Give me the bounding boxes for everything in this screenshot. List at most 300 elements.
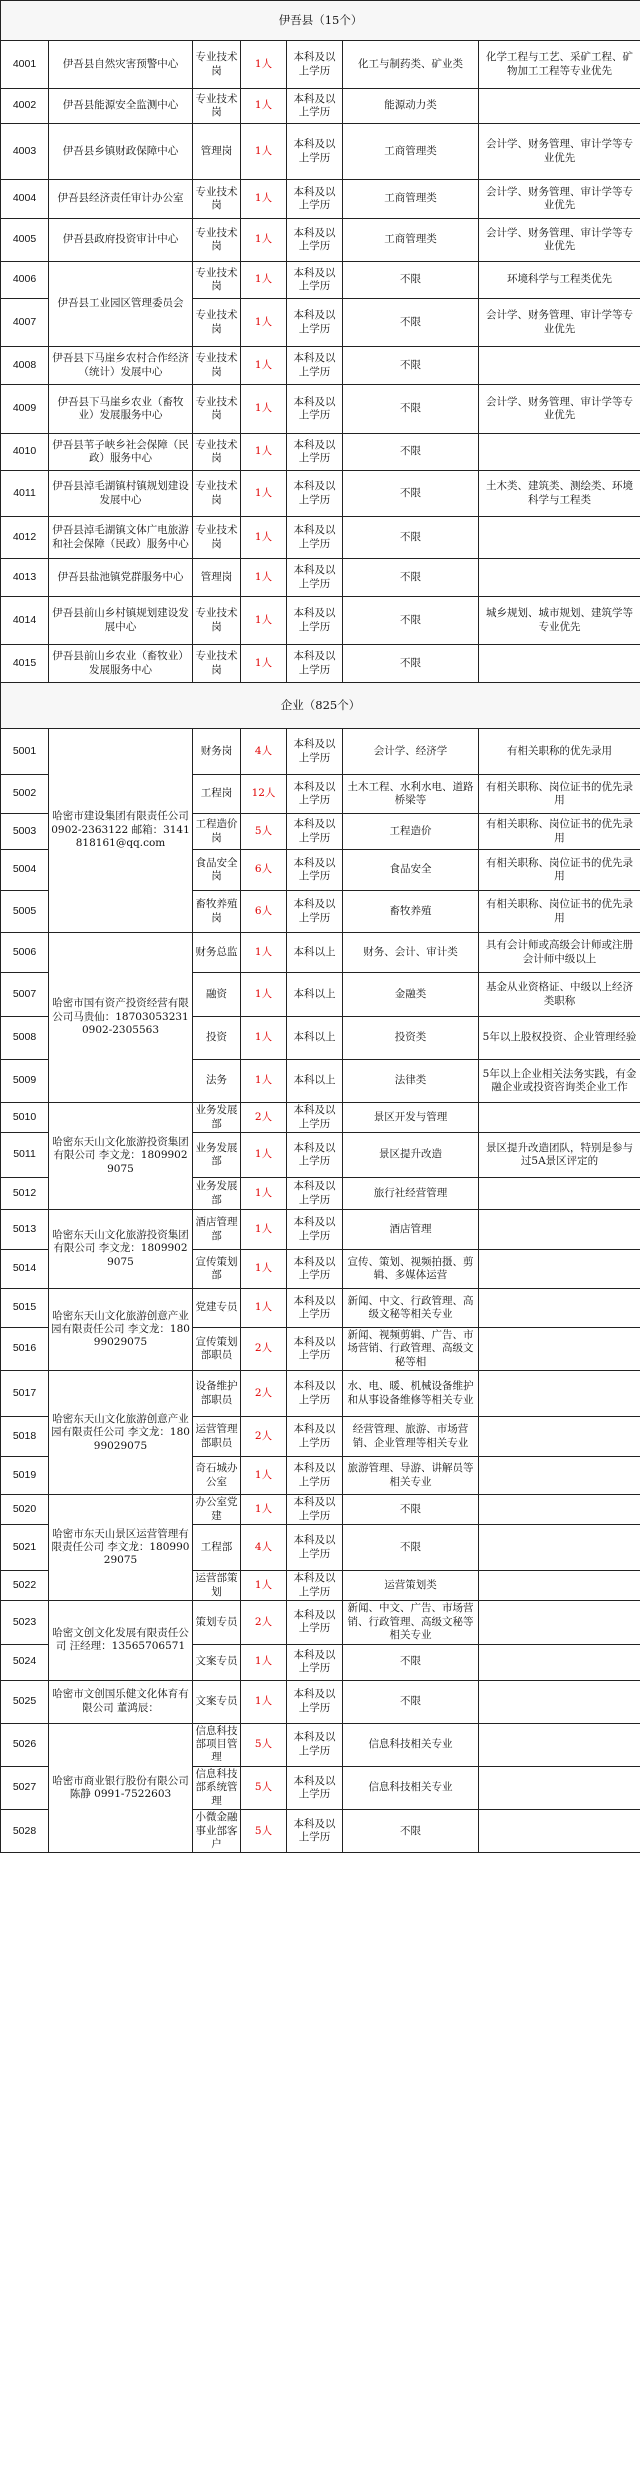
position-code: 4004 xyxy=(1,180,49,219)
major-requirement: 不限 xyxy=(343,645,479,683)
position-code: 5008 xyxy=(1,1017,49,1060)
position-type: 财务总监 xyxy=(193,933,241,973)
position-type: 融资 xyxy=(193,973,241,1017)
table-row xyxy=(1,1495,640,1525)
major-requirement: 运营策划类 xyxy=(343,1571,479,1601)
employer-name: 伊吾县前山乡农业（畜牧业）发展服务中心 xyxy=(49,645,193,683)
major-requirement: 宣传、策划、视频拍摄、剪辑、多媒体运营 xyxy=(343,1250,479,1289)
headcount: 1人 xyxy=(241,1680,287,1723)
position-type: 文案专员 xyxy=(193,1644,241,1680)
other-requirement xyxy=(479,1289,640,1328)
position-type: 小微金融事业部客户 xyxy=(193,1810,241,1853)
major-requirement: 财务、会计、审计类 xyxy=(343,933,479,973)
education-requirement: 本科及以上学历 xyxy=(287,1133,343,1178)
other-requirement: 环境科学与工程类优先 xyxy=(479,262,640,299)
other-requirement: 会计学、财务管理、审计学等专业优先 xyxy=(479,385,640,434)
education-requirement: 本科及以上学历 xyxy=(287,645,343,683)
position-code: 4001 xyxy=(1,41,49,89)
position-type: 工程造价岗 xyxy=(193,814,241,850)
employer-name: 伊吾县乡镇财政保障中心 xyxy=(49,124,193,180)
other-requirement xyxy=(479,1525,640,1571)
headcount: 1人 xyxy=(241,219,287,262)
position-type: 业务发展部 xyxy=(193,1133,241,1178)
table-row xyxy=(1,1680,640,1723)
section-title: 企业（825个） xyxy=(1,683,640,729)
table-row xyxy=(1,89,640,124)
other-requirement: 有相关职称、岗位证书的优先录用 xyxy=(479,850,640,891)
position-type: 专业技术岗 xyxy=(193,471,241,517)
position-type: 奇石城办公室 xyxy=(193,1457,241,1495)
other-requirement: 会计学、财务管理、审计学等专业优先 xyxy=(479,124,640,180)
other-requirement xyxy=(479,1328,640,1371)
headcount: 1人 xyxy=(241,1571,287,1601)
major-requirement: 不限 xyxy=(343,299,479,347)
headcount: 1人 xyxy=(241,1060,287,1103)
position-code: 5018 xyxy=(1,1417,49,1457)
education-requirement: 本科及以上学历 xyxy=(287,1210,343,1250)
employer-name: 伊吾县下马崖乡农业（畜牧业）发展服务中心 xyxy=(49,385,193,434)
position-type: 专业技术岗 xyxy=(193,385,241,434)
headcount: 1人 xyxy=(241,1133,287,1178)
headcount: 1人 xyxy=(241,645,287,683)
other-requirement: 基金从业资格证、中级以上经济类职称 xyxy=(479,973,640,1017)
position-code: 5022 xyxy=(1,1571,49,1601)
other-requirement xyxy=(479,559,640,597)
employer-name: 伊吾县政府投资审计中心 xyxy=(49,219,193,262)
position-type: 工程岗 xyxy=(193,775,241,814)
position-type: 专业技术岗 xyxy=(193,219,241,262)
table-row xyxy=(1,1601,640,1644)
education-requirement: 本科及以上学历 xyxy=(287,1766,343,1809)
major-requirement: 旅游管理、导游、讲解员等相关专业 xyxy=(343,1457,479,1495)
other-requirement xyxy=(479,1417,640,1457)
position-type: 专业技术岗 xyxy=(193,434,241,471)
headcount: 1人 xyxy=(241,385,287,434)
headcount: 1人 xyxy=(241,347,287,385)
major-requirement: 能源动力类 xyxy=(343,89,479,124)
other-requirement xyxy=(479,1644,640,1680)
table-row xyxy=(1,385,640,434)
position-type: 法务 xyxy=(193,1060,241,1103)
position-code: 4009 xyxy=(1,385,49,434)
education-requirement: 本科及以上学历 xyxy=(287,1601,343,1644)
other-requirement: 土木类、建筑类、测绘类、环境科学与工程类 xyxy=(479,471,640,517)
position-code: 5004 xyxy=(1,850,49,891)
education-requirement: 本科及以上学历 xyxy=(287,517,343,559)
employer-name: 哈密东天山文化旅游创意产业园有限责任公司 李文龙：18099029075 xyxy=(49,1289,193,1371)
major-requirement: 新闻、中文、行政管理、高级文秘等相关专业 xyxy=(343,1289,479,1328)
section-title: 伊吾县（15个） xyxy=(1,1,640,41)
headcount: 1人 xyxy=(241,124,287,180)
major-requirement: 新闻、中文、广告、市场营销、行政管理、高级文秘等相关专业 xyxy=(343,1601,479,1644)
position-type: 信息科技部项目管理 xyxy=(193,1723,241,1766)
employer-name: 哈密市商业银行股份有限公司 陈静 0991-7522603 xyxy=(49,1723,193,1853)
other-requirement: 会计学、财务管理、审计学等专业优先 xyxy=(479,299,640,347)
major-requirement: 信息科技相关专业 xyxy=(343,1766,479,1809)
table-row xyxy=(1,1103,640,1133)
education-requirement: 本科及以上学历 xyxy=(287,1680,343,1723)
headcount: 1人 xyxy=(241,1495,287,1525)
position-code: 5021 xyxy=(1,1525,49,1571)
position-code: 4012 xyxy=(1,517,49,559)
education-requirement: 本科及以上学历 xyxy=(287,299,343,347)
education-requirement: 本科及以上学历 xyxy=(287,850,343,891)
section-header-row xyxy=(1,683,640,729)
education-requirement: 本科及以上学历 xyxy=(287,1417,343,1457)
position-code: 5023 xyxy=(1,1601,49,1644)
headcount: 1人 xyxy=(241,434,287,471)
major-requirement: 旅行社经营管理 xyxy=(343,1178,479,1210)
position-type: 宣传策划部 xyxy=(193,1250,241,1289)
position-type: 策划专员 xyxy=(193,1601,241,1644)
major-requirement: 工商管理类 xyxy=(343,180,479,219)
table-row xyxy=(1,729,640,775)
position-code: 5016 xyxy=(1,1328,49,1371)
position-type: 工程部 xyxy=(193,1525,241,1571)
education-requirement: 本科以上 xyxy=(287,933,343,973)
education-requirement: 本科及以上学历 xyxy=(287,597,343,645)
employer-name: 伊吾县能源安全监测中心 xyxy=(49,89,193,124)
headcount: 1人 xyxy=(241,973,287,1017)
table-row xyxy=(1,434,640,471)
headcount: 1人 xyxy=(241,180,287,219)
position-type: 运营部策划 xyxy=(193,1571,241,1601)
other-requirement xyxy=(479,1810,640,1853)
other-requirement xyxy=(479,1210,640,1250)
other-requirement xyxy=(479,1680,640,1723)
employer-name: 伊吾县淖毛湖镇村镇规划建设发展中心 xyxy=(49,471,193,517)
employer-name: 哈密市东天山景区运营管理有限责任公司 李文龙：18099029075 xyxy=(49,1495,193,1601)
position-code: 5001 xyxy=(1,729,49,775)
position-code: 4010 xyxy=(1,434,49,471)
major-requirement: 不限 xyxy=(343,1525,479,1571)
position-code: 5025 xyxy=(1,1680,49,1723)
headcount: 6人 xyxy=(241,891,287,933)
position-type: 业务发展部 xyxy=(193,1178,241,1210)
major-requirement: 法律类 xyxy=(343,1060,479,1103)
position-code: 5017 xyxy=(1,1371,49,1417)
position-code: 5026 xyxy=(1,1723,49,1766)
position-type: 专业技术岗 xyxy=(193,41,241,89)
table-row xyxy=(1,597,640,645)
major-requirement: 工程造价 xyxy=(343,814,479,850)
table-row xyxy=(1,471,640,517)
major-requirement: 不限 xyxy=(343,1644,479,1680)
other-requirement xyxy=(479,1103,640,1133)
position-type: 专业技术岗 xyxy=(193,180,241,219)
other-requirement: 城乡规划、城市规划、建筑学等专业优先 xyxy=(479,597,640,645)
major-requirement: 水、电、暖、机械设备维护和从事设备维修等相关专业 xyxy=(343,1371,479,1417)
employer-name: 哈密东天山文化旅游创意产业园有限责任公司 李文龙：18099029075 xyxy=(49,1371,193,1495)
headcount: 5人 xyxy=(241,1810,287,1853)
table-row xyxy=(1,180,640,219)
position-code: 4005 xyxy=(1,219,49,262)
other-requirement xyxy=(479,1250,640,1289)
position-type: 管理岗 xyxy=(193,124,241,180)
other-requirement xyxy=(479,1178,640,1210)
other-requirement xyxy=(479,1457,640,1495)
education-requirement: 本科及以上学历 xyxy=(287,729,343,775)
headcount: 1人 xyxy=(241,89,287,124)
employer-name: 伊吾县淖毛湖镇文体广电旅游和社会保障（民政）服务中心 xyxy=(49,517,193,559)
position-code: 5003 xyxy=(1,814,49,850)
education-requirement: 本科及以上学历 xyxy=(287,1178,343,1210)
headcount: 1人 xyxy=(241,1289,287,1328)
other-requirement xyxy=(479,517,640,559)
headcount: 1人 xyxy=(241,262,287,299)
position-code: 5011 xyxy=(1,1133,49,1178)
position-type: 管理岗 xyxy=(193,559,241,597)
headcount: 1人 xyxy=(241,1250,287,1289)
major-requirement: 不限 xyxy=(343,262,479,299)
other-requirement xyxy=(479,347,640,385)
position-type: 畜牧养殖岗 xyxy=(193,891,241,933)
employer-name: 哈密市建设集团有限责任公司 0902-2363122 邮箱：3141818161@qq.com xyxy=(49,729,193,933)
education-requirement: 本科及以上学历 xyxy=(287,1328,343,1371)
position-code: 5002 xyxy=(1,775,49,814)
education-requirement: 本科及以上学历 xyxy=(287,41,343,89)
other-requirement: 5年以上企业相关法务实践，有金融企业或投资咨询类企业工作 xyxy=(479,1060,640,1103)
major-requirement: 投资类 xyxy=(343,1017,479,1060)
major-requirement: 新闻、视频剪辑、广告、市场营销、行政管理、高级文秘等相 xyxy=(343,1328,479,1371)
headcount: 12人 xyxy=(241,775,287,814)
position-code: 5007 xyxy=(1,973,49,1017)
table-row xyxy=(1,1371,640,1417)
other-requirement xyxy=(479,1495,640,1525)
other-requirement: 会计学、财务管理、审计学等专业优先 xyxy=(479,180,640,219)
position-type: 运营管理部职员 xyxy=(193,1417,241,1457)
other-requirement xyxy=(479,1601,640,1644)
other-requirement: 5年以上股权投资、企业管理经验 xyxy=(479,1017,640,1060)
headcount: 1人 xyxy=(241,1178,287,1210)
headcount: 1人 xyxy=(241,933,287,973)
education-requirement: 本科及以上学历 xyxy=(287,814,343,850)
major-requirement: 不限 xyxy=(343,559,479,597)
major-requirement: 不限 xyxy=(343,517,479,559)
table-row xyxy=(1,41,640,89)
major-requirement: 土木工程、水利水电、道路桥梁等 xyxy=(343,775,479,814)
major-requirement: 不限 xyxy=(343,385,479,434)
major-requirement: 经营管理、旅游、市场营销、企业管理等相关专业 xyxy=(343,1417,479,1457)
major-requirement: 金融类 xyxy=(343,973,479,1017)
education-requirement: 本科及以上学历 xyxy=(287,471,343,517)
position-type: 专业技术岗 xyxy=(193,299,241,347)
table-row xyxy=(1,559,640,597)
position-code: 4003 xyxy=(1,124,49,180)
other-requirement xyxy=(479,1371,640,1417)
major-requirement: 畜牧养殖 xyxy=(343,891,479,933)
other-requirement xyxy=(479,1766,640,1809)
headcount: 5人 xyxy=(241,1723,287,1766)
position-code: 4011 xyxy=(1,471,49,517)
position-code: 4008 xyxy=(1,347,49,385)
education-requirement: 本科以上 xyxy=(287,1060,343,1103)
position-code: 5010 xyxy=(1,1103,49,1133)
major-requirement: 工商管理类 xyxy=(343,124,479,180)
position-type: 专业技术岗 xyxy=(193,597,241,645)
table-row xyxy=(1,1289,640,1328)
position-code: 5013 xyxy=(1,1210,49,1250)
education-requirement: 本科及以上学历 xyxy=(287,1723,343,1766)
major-requirement: 不限 xyxy=(343,1810,479,1853)
major-requirement: 不限 xyxy=(343,471,479,517)
headcount: 4人 xyxy=(241,1525,287,1571)
employer-name: 伊吾县盐池镇党群服务中心 xyxy=(49,559,193,597)
other-requirement: 有相关职称、岗位证书的优先录用 xyxy=(479,891,640,933)
position-code: 5006 xyxy=(1,933,49,973)
other-requirement xyxy=(479,645,640,683)
position-code: 5027 xyxy=(1,1766,49,1809)
education-requirement: 本科及以上学历 xyxy=(287,1571,343,1601)
major-requirement: 不限 xyxy=(343,1495,479,1525)
other-requirement: 有相关职称的优先录用 xyxy=(479,729,640,775)
headcount: 2人 xyxy=(241,1371,287,1417)
other-requirement xyxy=(479,1723,640,1766)
employer-name: 哈密市文创国乐健文化体育有限公司 董鸿辰： xyxy=(49,1680,193,1723)
major-requirement: 酒店管理 xyxy=(343,1210,479,1250)
headcount: 2人 xyxy=(241,1103,287,1133)
position-type: 办公室党建 xyxy=(193,1495,241,1525)
position-code: 5015 xyxy=(1,1289,49,1328)
other-requirement: 有相关职称、岗位证书的优先录用 xyxy=(479,814,640,850)
major-requirement: 食品安全 xyxy=(343,850,479,891)
position-code: 5012 xyxy=(1,1178,49,1210)
headcount: 6人 xyxy=(241,850,287,891)
employer-name: 伊吾县前山乡村镇规划建设发展中心 xyxy=(49,597,193,645)
position-code: 4015 xyxy=(1,645,49,683)
education-requirement: 本科及以上学历 xyxy=(287,89,343,124)
position-code: 5028 xyxy=(1,1810,49,1853)
employer-name: 哈密文创文化发展有限责任公司 汪经理：13565706571 xyxy=(49,1601,193,1680)
headcount: 5人 xyxy=(241,1766,287,1809)
position-type: 信息科技部系统管理 xyxy=(193,1766,241,1809)
position-type: 业务发展部 xyxy=(193,1103,241,1133)
major-requirement: 景区开发与管理 xyxy=(343,1103,479,1133)
headcount: 1人 xyxy=(241,597,287,645)
position-type: 食品安全岗 xyxy=(193,850,241,891)
education-requirement: 本科及以上学历 xyxy=(287,1371,343,1417)
other-requirement xyxy=(479,434,640,471)
employer-name: 伊吾县自然灾害预警中心 xyxy=(49,41,193,89)
position-code: 4007 xyxy=(1,299,49,347)
headcount: 1人 xyxy=(241,1457,287,1495)
employer-name: 哈密市国有资产投资经营有限公司马贵仙：18703053231 0902-2305563 xyxy=(49,933,193,1103)
education-requirement: 本科以上 xyxy=(287,973,343,1017)
education-requirement: 本科及以上学历 xyxy=(287,1289,343,1328)
employer-name: 哈密东天山文化旅游投资集团有限公司 李文龙：18099029075 xyxy=(49,1103,193,1210)
table-row xyxy=(1,645,640,683)
table-row xyxy=(1,933,640,973)
position-type: 文案专员 xyxy=(193,1680,241,1723)
education-requirement: 本科及以上学历 xyxy=(287,1525,343,1571)
employer-name: 伊吾县经济责任审计办公室 xyxy=(49,180,193,219)
table-row xyxy=(1,1210,640,1250)
education-requirement: 本科及以上学历 xyxy=(287,180,343,219)
other-requirement xyxy=(479,89,640,124)
education-requirement: 本科及以上学历 xyxy=(287,1457,343,1495)
headcount: 2人 xyxy=(241,1601,287,1644)
position-type: 设备维护部职员 xyxy=(193,1371,241,1417)
other-requirement: 具有会计师或高级会计师或注册会计师中级以上 xyxy=(479,933,640,973)
major-requirement: 景区提升改造 xyxy=(343,1133,479,1178)
table-row xyxy=(1,347,640,385)
position-type: 专业技术岗 xyxy=(193,645,241,683)
position-type: 宣传策划部职员 xyxy=(193,1328,241,1371)
position-type: 专业技术岗 xyxy=(193,89,241,124)
position-code: 5024 xyxy=(1,1644,49,1680)
headcount: 2人 xyxy=(241,1417,287,1457)
headcount: 2人 xyxy=(241,1328,287,1371)
education-requirement: 本科及以上学历 xyxy=(287,1644,343,1680)
education-requirement: 本科及以上学历 xyxy=(287,1103,343,1133)
education-requirement: 本科及以上学历 xyxy=(287,1495,343,1525)
other-requirement: 有相关职称、岗位证书的优先录用 xyxy=(479,775,640,814)
position-code: 5005 xyxy=(1,891,49,933)
position-type: 专业技术岗 xyxy=(193,517,241,559)
headcount: 4人 xyxy=(241,729,287,775)
education-requirement: 本科及以上学历 xyxy=(287,434,343,471)
position-code: 5009 xyxy=(1,1060,49,1103)
education-requirement: 本科及以上学历 xyxy=(287,559,343,597)
table-row xyxy=(1,219,640,262)
position-code: 5019 xyxy=(1,1457,49,1495)
position-type: 专业技术岗 xyxy=(193,262,241,299)
major-requirement: 不限 xyxy=(343,597,479,645)
position-type: 投资 xyxy=(193,1017,241,1060)
other-requirement: 会计学、财务管理、审计学等专业优先 xyxy=(479,219,640,262)
major-requirement: 化工与制药类、矿业类 xyxy=(343,41,479,89)
position-type: 专业技术岗 xyxy=(193,347,241,385)
table-row xyxy=(1,124,640,180)
major-requirement: 会计学、经济学 xyxy=(343,729,479,775)
headcount: 1人 xyxy=(241,559,287,597)
major-requirement: 不限 xyxy=(343,347,479,385)
position-code: 5020 xyxy=(1,1495,49,1525)
major-requirement: 工商管理类 xyxy=(343,219,479,262)
education-requirement: 本科及以上学历 xyxy=(287,1810,343,1853)
headcount: 1人 xyxy=(241,41,287,89)
position-code: 4013 xyxy=(1,559,49,597)
education-requirement: 本科及以上学历 xyxy=(287,262,343,299)
section-header-row xyxy=(1,1,640,41)
major-requirement: 不限 xyxy=(343,434,479,471)
position-type: 财务岗 xyxy=(193,729,241,775)
employer-name: 伊吾县下马崖乡农村合作经济（统计）发展中心 xyxy=(49,347,193,385)
employer-name: 伊吾县工业园区管理委员会 xyxy=(49,262,193,347)
headcount: 1人 xyxy=(241,1210,287,1250)
education-requirement: 本科及以上学历 xyxy=(287,124,343,180)
table-row xyxy=(1,517,640,559)
headcount: 1人 xyxy=(241,299,287,347)
education-requirement: 本科及以上学历 xyxy=(287,891,343,933)
major-requirement: 信息科技相关专业 xyxy=(343,1723,479,1766)
employer-name: 伊吾县苇子峡乡社会保障（民政）服务中心 xyxy=(49,434,193,471)
education-requirement: 本科及以上学历 xyxy=(287,385,343,434)
education-requirement: 本科以上 xyxy=(287,1017,343,1060)
headcount: 1人 xyxy=(241,1644,287,1680)
other-requirement xyxy=(479,1571,640,1601)
position-code: 4014 xyxy=(1,597,49,645)
headcount: 1人 xyxy=(241,517,287,559)
position-type: 酒店管理部 xyxy=(193,1210,241,1250)
other-requirement: 化学工程与工艺、采矿工程、矿物加工工程等专业优先 xyxy=(479,41,640,89)
position-code: 4006 xyxy=(1,262,49,299)
table-row xyxy=(1,1723,640,1766)
position-type: 党建专员 xyxy=(193,1289,241,1328)
major-requirement: 不限 xyxy=(343,1680,479,1723)
headcount: 1人 xyxy=(241,471,287,517)
headcount: 5人 xyxy=(241,814,287,850)
